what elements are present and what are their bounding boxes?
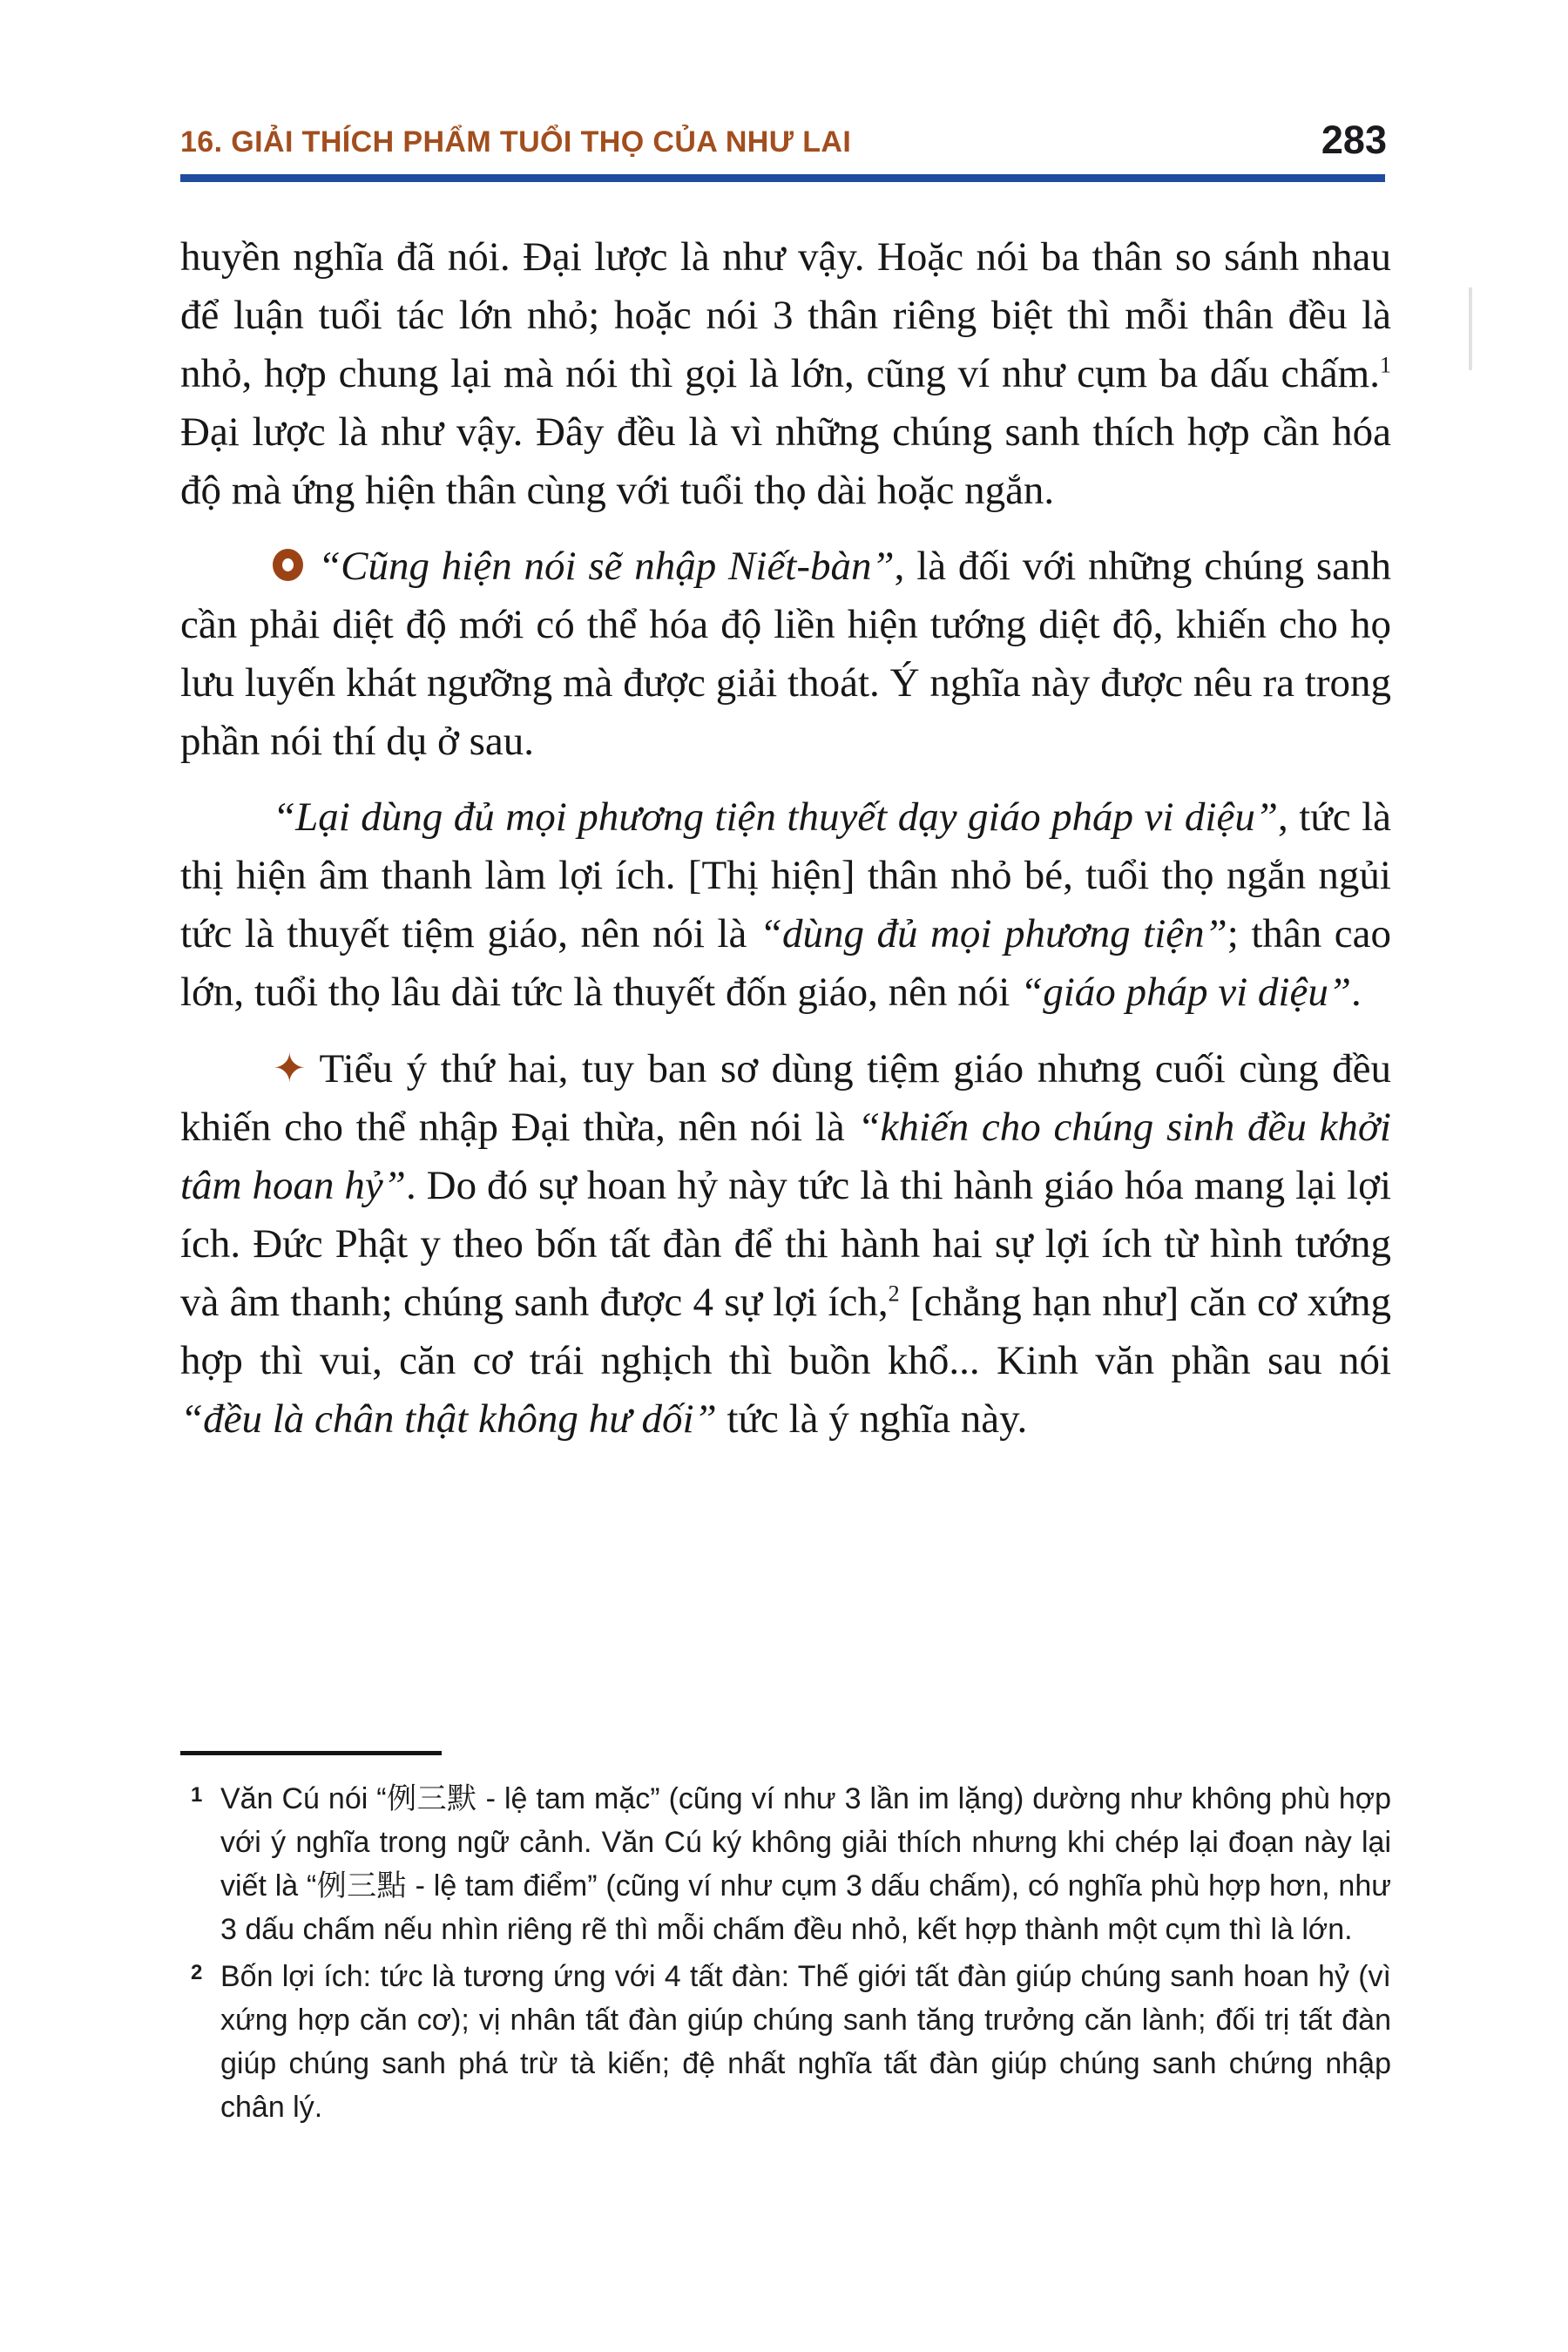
star-bullet-icon: ✦ <box>273 1044 307 1092</box>
text-segment: “khiến cho chúng sinh đều khởi tâm hoan hỷ” <box>180 1105 1391 1208</box>
footnote-separator <box>180 1751 442 1755</box>
header-rule-divider <box>180 174 1385 182</box>
paragraph <box>180 788 1391 1022</box>
paragraph <box>180 1039 1391 1449</box>
footnote-number: 2 <box>191 1961 203 1984</box>
text-segment: [chẳng hạn như] căn cơ xứng hợp thì vui, căn cơ trái nghịch thì buồn khổ... Kinh văn phần sau nói <box>180 1280 1391 1383</box>
text-segment: Tiểu ý thứ hai, tuy ban sơ dùng tiệm giáo nhưng cuối cùng đều khiến cho thể nhập Đại thừa, nên nói là <box>180 1046 1391 1150</box>
text-segment: , tức là thị hiện âm thanh làm lợi ích. [Thị hiện] thân nhỏ bé, tuổi thọ ngắn ngủi tức là thuyết tiệm giáo, nên nói là <box>180 794 1391 956</box>
footnote-number: 1 <box>191 1783 203 1807</box>
footnote-reference: 2 <box>888 1281 900 1307</box>
paragraph <box>180 537 1391 771</box>
footnote-text: Bốn lợi ích: tức là tương ứng với 4 tất đàn: Thế giới tất đàn giúp chúng sanh hoan hỷ (vì xứng hợp căn cơ); vị nhân tất đàn giúp chúng sanh tăng trưởng căn lành; đối trị tất đàn giúp chúng sanh phá trừ tà kiến; đệ nhất nghĩa tất đàn giúp chúng sanh chứng nhập chân lý. <box>220 1960 1391 2124</box>
page-number: 283 <box>1321 118 1387 162</box>
paragraph <box>180 228 1391 520</box>
text-segment: huyền nghĩa đã nói. Đại lược là như vậy. Hoặc nói ba thân so sánh nhau để luận tuổi tác lớn nhỏ; hoặc nói 3 thân riêng biệt thì mỗi thân đều là nhỏ, hợp chung lại mà nói thì gọi là lớn, cũng ví như cụm ba dấu chấm. <box>180 234 1391 396</box>
footnotes-section <box>180 1777 1391 2132</box>
footnote <box>180 1955 1391 2129</box>
text-segment: tức là ý nghĩa này. <box>716 1396 1028 1442</box>
footnote <box>180 1777 1391 1951</box>
text-segment: . Do đó sự hoan hỷ này tức là thi hành giáo hóa mang lại lợi ích. Đức Phật y theo bốn tất đàn để thi hành hai sự lợi ích từ hình tướng và âm thanh; chúng sanh được 4 sự lợi ích, <box>180 1163 1391 1325</box>
footnote-text: Văn Cú nói “例三默 - lệ tam mặc” (cũng ví như 3 lần im lặng) dường như không phù hợp với ý nghĩa trong ngữ cảnh. Văn Cú ký không giải thích nhưng khi chép lại đoạn này lại viết là “例三點 - lệ tam điểm” (cũng ví như cụm 3 dấu chấm), có nghĩa phù hợp hơn, như 3 dấu chấm nếu nhìn riêng rẽ thì mỗi chấm đều nhỏ, kết hợp thành một cụm thì là lớn. <box>220 1782 1391 1946</box>
text-segment: . <box>1351 970 1362 1015</box>
page-header <box>180 118 1387 162</box>
text-segment: “Lại dùng đủ mọi phương tiện thuyết dạy giáo pháp vi diệu” <box>273 794 1278 840</box>
text-segment: “Cũng hiện nói sẽ nhập Niết-bàn” <box>318 544 895 589</box>
ring-bullet-icon <box>273 549 303 581</box>
text-segment: “đều là chân thật không hư dối” <box>180 1396 717 1442</box>
body-text <box>180 228 1391 1740</box>
text-segment: , là đối với những chúng sanh cần phải diệt độ mới có thể hóa độ liền hiện tướng diệt độ, khiến cho họ lưu luyến khát ngưỡng mà được giải thoát. Ý nghĩa này được nêu ra trong phần nói thí dụ ở sau. <box>180 544 1391 764</box>
footnote-reference: 1 <box>1380 352 1391 378</box>
running-header-title: 16. GIẢI THÍCH PHẨM TUỔI THỌ CỦA NHƯ LAI <box>180 125 852 159</box>
text-segment: “dùng đủ mọi phương tiện” <box>759 911 1227 956</box>
scan-artifact <box>1469 287 1472 370</box>
text-segment: Đại lược là như vậy. Đây đều là vì những chúng sanh thích hợp cần hóa độ mà ứng hiện thân cùng với tuổi thọ dài hoặc ngắn. <box>180 409 1391 513</box>
text-segment: “giáo pháp vi diệu” <box>1020 970 1351 1015</box>
text-segment: ; thân cao lớn, tuổi thọ lâu dài tức là thuyết đốn giáo, nên nói <box>180 911 1391 1015</box>
